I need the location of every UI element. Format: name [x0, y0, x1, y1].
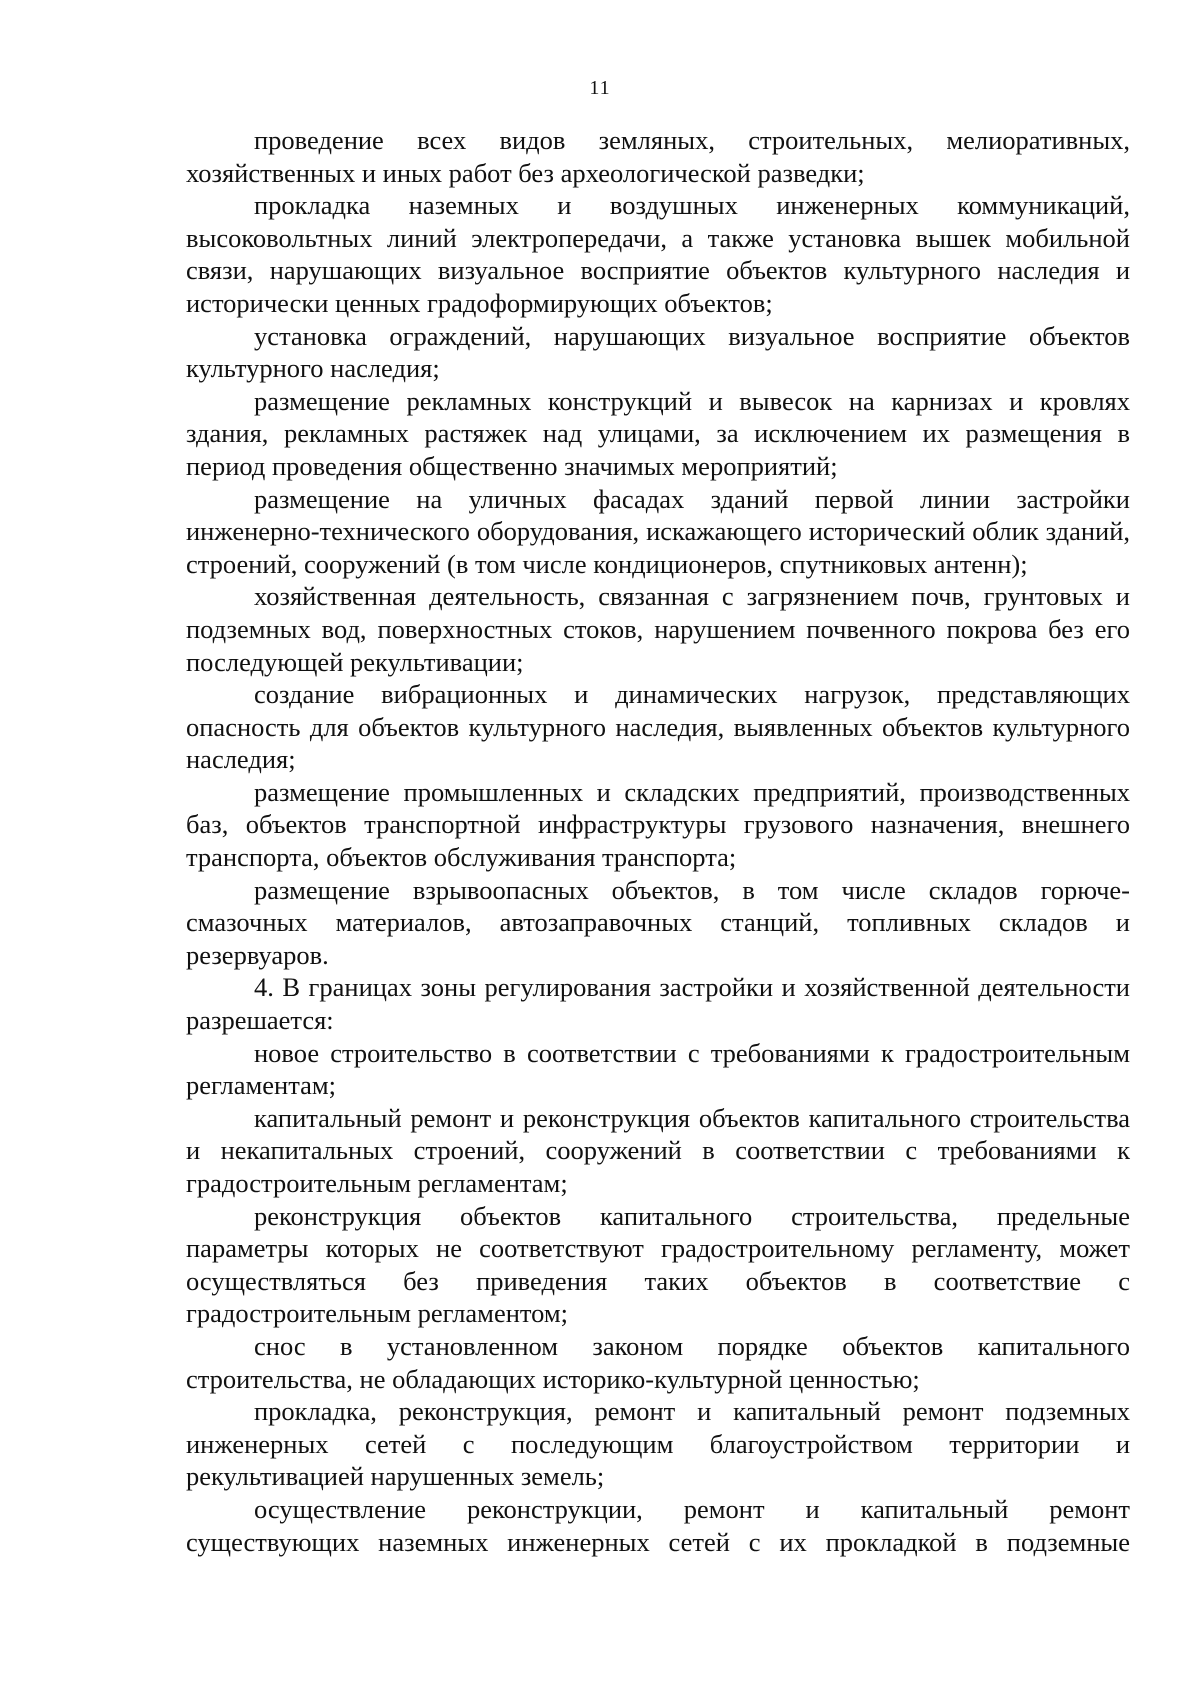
page-number: 11	[589, 77, 611, 99]
paragraph-industrial-placement: размещение промышленных и складских предприятий, производственных баз, объектов транспортной инфраструктуры грузового назначения, внешнего транспорта, объектов обслуживания транспорта;	[186, 776, 1130, 873]
paragraph-earthworks: проведение всех видов земляных, строительных, мелиоративных, хозяйственных и иных работ без археологической разведки;	[186, 125, 1130, 188]
paragraph-underground-networks: прокладка, реконструкция, ремонт и капитальный ремонт подземных инженерных сетей с последующим благоустройством территории и рекультивацией нарушенных земель;	[186, 1396, 1130, 1492]
paragraph-soil-pollution: хозяйственная деятельность, связанная с загрязнением почв, грунтовых и подземных вод, поверхностных стоков, нарушением почвенного покрова без его последующей рекультивации;	[186, 581, 1130, 677]
paragraph-vibration-loads: создание вибрационных и динамических нагрузок, представляющих опасность для объектов культурного наследия, выявленных объектов культурного наследия;	[186, 679, 1130, 775]
paragraph-surface-networks: осуществление реконструкции, ремонт и капитальный ремонт существующих наземных инженерных сетей с их прокладкой в подземные	[186, 1493, 1130, 1557]
paragraph-reconstruction: реконструкция объектов капитального строительства, предельные параметры которых не соответствуют градостроительному регламенту, может осуществляться без приведения таких объектов в соответствие с градостроительным регламентом;	[186, 1200, 1130, 1329]
paragraph-advertising: размещение рекламных конструкций и вывесок на карнизах и кровлях здания, рекламных растяжек над улицами, за исключением их размещения в период проведения общественно значимых мероприятий;	[186, 385, 1130, 481]
paragraph-fences: установка ограждений, нарушающих визуальное восприятие объектов культурного наследия;	[186, 320, 1130, 384]
section-4-heading: 4. В границах зоны регулирования застройки и хозяйственной деятельности разрешается:	[186, 972, 1130, 1036]
paragraph-communications: прокладка наземных и воздушных инженерных коммуникаций, высоковольтных линий электропередачи, а также установка вышек мобильной связи, нарушающих визуальное восприятие объектов культурного наследия и исторически ценных градоформирующих объектов;	[186, 190, 1130, 318]
paragraph-explosive-objects: размещение взрывоопасных объектов, в том числе складов горюче-смазочных материалов, автозаправочных станций, топливных складов и резервуаров.	[186, 874, 1130, 970]
document-body	[186, 124, 1130, 1558]
paragraph-new-construction: новое строительство в соответствии с требованиями к градостроительным регламентам;	[186, 1037, 1130, 1101]
paragraph-demolition: снос в установленном законом порядке объектов капитального строительства, не обладающих историко-культурной ценностью;	[186, 1330, 1130, 1394]
paragraph-capital-repair: капитальный ремонт и реконструкция объектов капитального строительства и некапитальных строений, сооружений в соответствии с требованиями к градостроительным регламентам;	[186, 1102, 1130, 1198]
paragraph-facade-equipment: размещение на уличных фасадах зданий первой линии застройки инженерно-технического оборудования, искажающего исторический облик зданий, строений, сооружений (в том числе кондиционеров, спутниковых антенн);	[186, 483, 1130, 579]
